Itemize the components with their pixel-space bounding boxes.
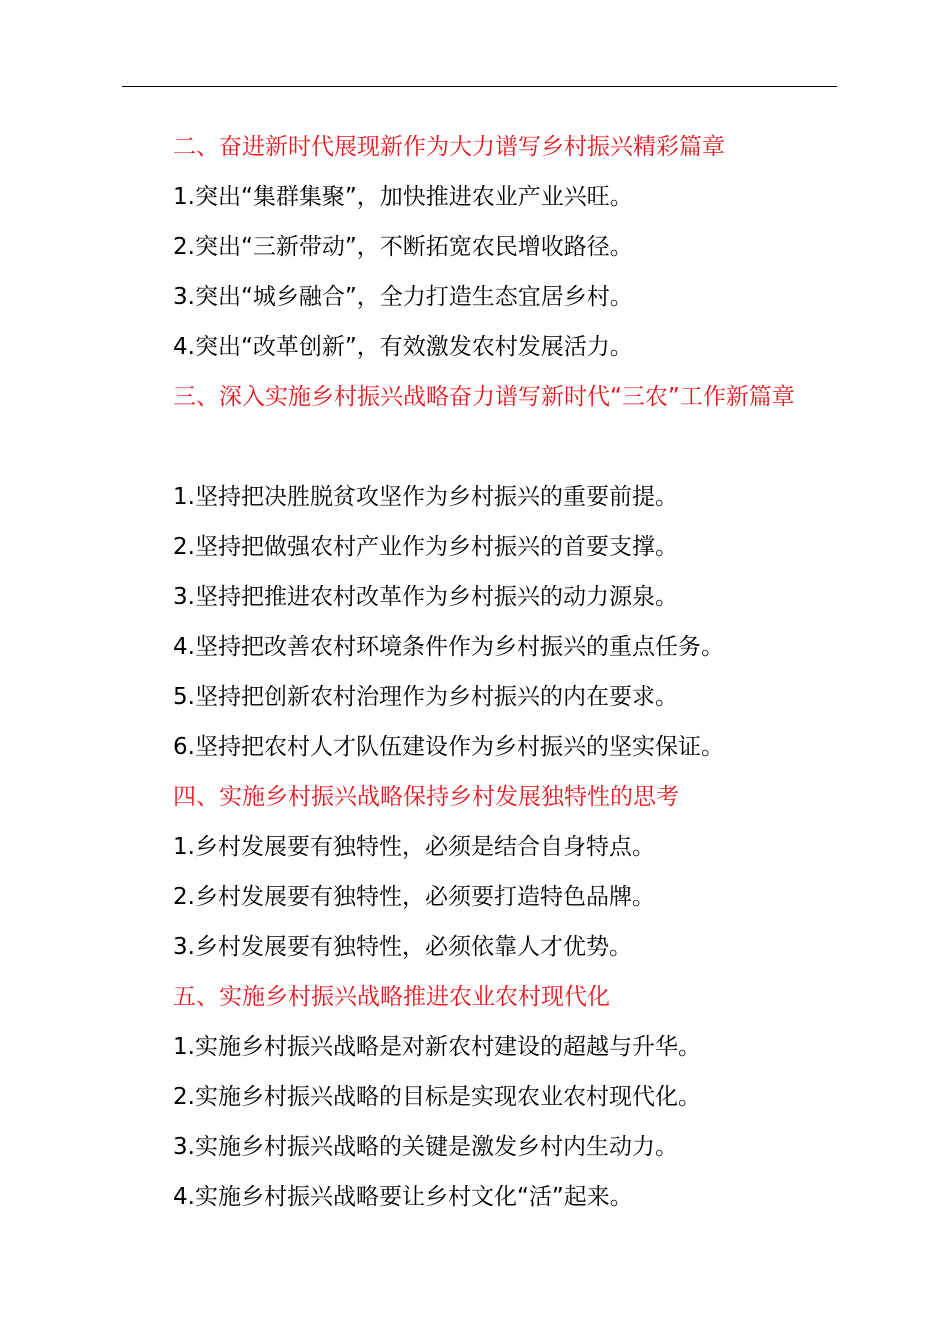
list-item: 2.坚持把做强农村产业作为乡村振兴的首要支撑。 [173, 534, 678, 560]
header-rule [122, 86, 837, 87]
list-item: 1.乡村发展要有独特性，必须是结合自身特点。 [173, 834, 655, 860]
section-heading: 二、奋进新时代展现新作为大力谱写乡村振兴精彩篇章 [173, 134, 725, 160]
section-5 [122, 972, 837, 1222]
section-heading: 三、深入实施乡村振兴战略奋力谱写新时代“三农”工作新篇章 [173, 384, 795, 410]
list-item: 3.乡村发展要有独特性，必须依靠人才优势。 [173, 934, 632, 960]
list-item: 5.坚持把创新农村治理作为乡村振兴的内在要求。 [173, 684, 678, 710]
section-3 [122, 372, 837, 772]
list-item: 1.实施乡村振兴战略是对新农村建设的超越与升华。 [173, 1034, 701, 1060]
section-heading: 四、实施乡村振兴战略保持乡村发展独特性的思考 [173, 784, 679, 810]
list-item: 2.乡村发展要有独特性，必须要打造特色品牌。 [173, 884, 655, 910]
list-item: 6.坚持把农村人才队伍建设作为乡村振兴的坚实保证。 [173, 734, 724, 760]
section-2 [122, 122, 837, 372]
list-item: 1.突出“集群集聚”，加快推进农业产业兴旺。 [173, 184, 633, 210]
list-item: 2.实施乡村振兴战略的目标是实现农业农村现代化。 [173, 1084, 701, 1110]
list-item: 3.坚持把推进农村改革作为乡村振兴的动力源泉。 [173, 584, 678, 610]
list-item: 4.突出“改革创新”，有效激发农村发展活力。 [173, 334, 633, 360]
list-item: 1.坚持把决胜脱贫攻坚作为乡村振兴的重要前提。 [173, 484, 678, 510]
list-item: 3.实施乡村振兴战略的关键是激发乡村内生动力。 [173, 1134, 678, 1160]
list-item: 3.突出“城乡融合”，全力打造生态宜居乡村。 [173, 284, 633, 310]
section-4 [122, 772, 837, 972]
section-heading: 五、实施乡村振兴战略推进农业农村现代化 [173, 984, 610, 1010]
list-item: 4.坚持把改善农村环境条件作为乡村振兴的重点任务。 [173, 634, 724, 660]
document-body [122, 122, 837, 1222]
list-item: 2.突出“三新带动”，不断拓宽农民增收路径。 [173, 234, 633, 260]
list-item: 4.实施乡村振兴战略要让乡村文化“活”起来。 [173, 1184, 633, 1210]
